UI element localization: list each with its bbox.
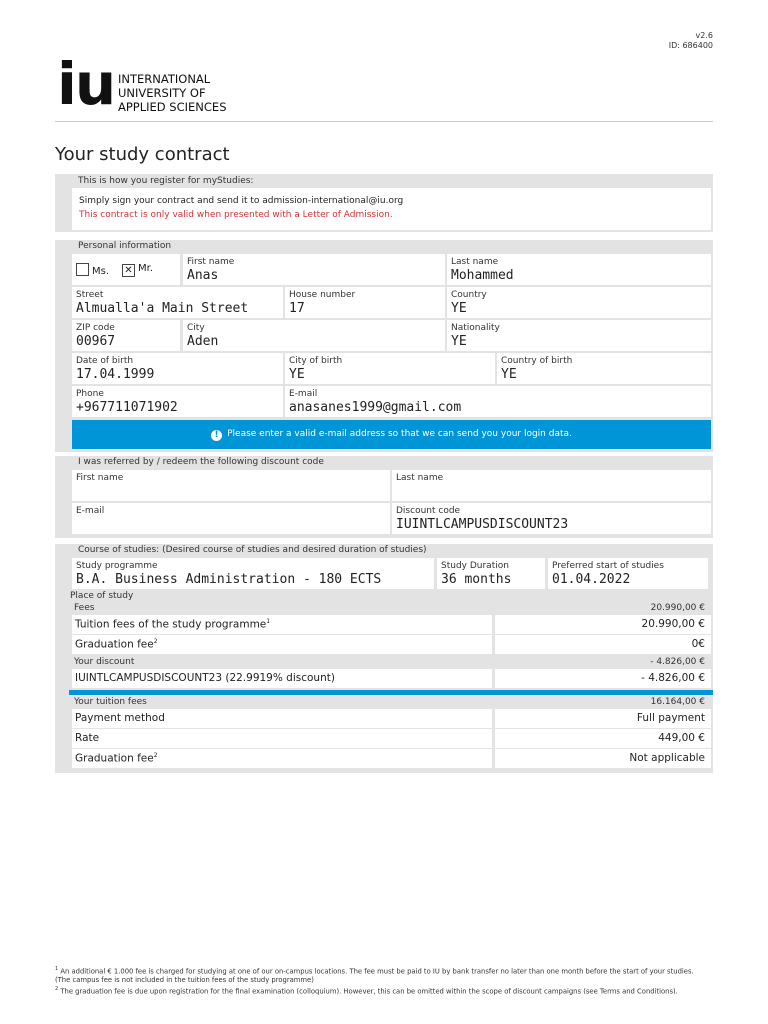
phone-label: Phone: [76, 389, 104, 399]
discount-total: - 4.826,00 €: [650, 657, 705, 667]
city-of-birth-field[interactable]: [285, 353, 495, 384]
tuition-label-text: Tuition fees of the study programme: [75, 618, 267, 631]
footnote-1: [55, 965, 715, 976]
nationality-field[interactable]: [447, 320, 711, 351]
preferred-start-label: Preferred start of studies: [552, 561, 664, 571]
footnote-1b: (The campus fee is not included in the tuition fees of the study programme): [55, 976, 314, 985]
register-section: [55, 174, 713, 232]
study-duration-label: Study Duration: [441, 561, 509, 571]
nationality-label: Nationality: [451, 323, 500, 333]
payment-row-label-cell: [72, 709, 492, 728]
referral-header: I was referred by / redeem the following discount code: [78, 457, 324, 467]
tuition-row-label-cell: [72, 615, 492, 634]
study-duration-field[interactable]: [437, 558, 545, 589]
city-label: City: [187, 323, 205, 333]
footnote-2: [55, 985, 715, 996]
graduation-row-value-cell: [495, 635, 711, 654]
discount-accent-bar: [69, 690, 713, 695]
discount-code-label: Discount code: [396, 506, 461, 516]
graduation2-label: [75, 752, 158, 765]
tuition-footnote-ref: 1: [266, 618, 271, 625]
study-programme-label: Study programme: [76, 561, 158, 571]
city-of-birth-label: City of birth: [289, 356, 343, 366]
zip-value: 00967: [76, 334, 116, 349]
referrer-email-field[interactable]: [72, 503, 390, 534]
last-name-label: Last name: [451, 257, 499, 267]
tuition-fees-total: 16.164,00 €: [650, 697, 705, 707]
course-header: Course of studies: (Desired course of studies and desired duration of studies): [78, 545, 427, 555]
header-divider: [55, 121, 713, 122]
salutation-ms[interactable]: [76, 263, 109, 277]
register-warning: This contract is only valid when presented with a Letter of Admission.: [79, 210, 393, 220]
register-header: This is how you register for myStudies:: [78, 176, 254, 186]
rate-value: 449,00 €: [658, 732, 705, 744]
email-notice-text: Please enter a valid e-mail address so that we can send you your login data.: [227, 429, 572, 439]
graduation2-value: Not applicable: [629, 752, 705, 764]
study-programme-field[interactable]: [72, 558, 434, 589]
zip-label: ZIP code: [76, 323, 115, 333]
email-notice-banner: [72, 420, 711, 449]
payment-method-value: Full payment: [636, 712, 705, 724]
country-label: Country: [451, 290, 487, 300]
tuition-label: [75, 618, 270, 631]
first-name-field[interactable]: [183, 254, 445, 285]
phone-field[interactable]: [72, 386, 283, 417]
first-name-label: First name: [187, 257, 235, 267]
country-field[interactable]: [447, 287, 711, 318]
dob-field[interactable]: [72, 353, 283, 384]
page-title: Your study contract: [55, 144, 230, 165]
rate-label: Rate: [75, 732, 100, 744]
version-info: [669, 31, 713, 51]
payment-method-label: Payment method: [75, 712, 165, 724]
email-label: E-mail: [289, 389, 318, 399]
footnote-2-marker: 2: [55, 986, 59, 993]
last-name-field[interactable]: [447, 254, 711, 285]
city-of-birth-value: YE: [289, 367, 305, 382]
zip-field[interactable]: [72, 320, 180, 351]
salutation-box: [72, 254, 180, 285]
graduation2-footnote-ref: 2: [153, 752, 158, 759]
street-field[interactable]: [72, 287, 283, 318]
footnote-1-marker: 1: [55, 966, 59, 972]
referrer-first-name-label: First name: [76, 473, 124, 483]
document-id: ID: 686400: [668, 41, 713, 50]
ms-checkbox[interactable]: [76, 263, 89, 276]
mr-label: Mr.: [138, 263, 153, 274]
preferred-start-value: 01.04.2022: [552, 572, 631, 587]
graduation2-row-value-cell: [495, 749, 711, 768]
logo-line-3: APPLIED SCIENCES: [118, 100, 227, 114]
last-name-value: Mohammed: [451, 268, 514, 283]
register-instruction: Simply sign your contract and send it to admission-international@iu.org: [79, 196, 404, 206]
personal-header: Personal information: [78, 241, 172, 251]
country-value: YE: [451, 301, 467, 316]
ms-label: Ms.: [92, 266, 110, 277]
footnote-1-text: An additional € 1.000 fee is charged for studying at one of our on-campus locations. The fee must be paid to IU by bank transfer no later than one month before the start of your studies.: [60, 967, 694, 976]
tuition-row-value-cell: [495, 615, 711, 634]
rate-row-label-cell: [72, 729, 492, 748]
graduation2-label-text: Graduation fee: [75, 752, 154, 765]
country-of-birth-field[interactable]: [497, 353, 711, 384]
discount-code-field[interactable]: [392, 503, 711, 534]
iu-logo-text: [118, 72, 227, 114]
discount-code-value: IUINTLCAMPUSDISCOUNT23: [396, 517, 569, 532]
mr-checkbox[interactable]: ✕: [122, 264, 135, 277]
email-value: anasanes1999@gmail.com: [289, 400, 462, 415]
referrer-email-label: E-mail: [76, 506, 105, 516]
tuition-value: 20.990,00 €: [641, 618, 705, 630]
place-of-study-label: Place of study: [70, 591, 134, 601]
salutation-mr[interactable]: [122, 263, 153, 277]
street-label: Street: [76, 290, 104, 300]
nationality-value: YE: [451, 334, 467, 349]
country-of-birth-label: Country of birth: [501, 356, 573, 366]
info-icon: !: [211, 430, 222, 441]
first-name-value: Anas: [187, 268, 219, 283]
footnotes: [55, 965, 715, 997]
study-duration-value: 36 months: [441, 572, 512, 587]
payment-row-value-cell: [495, 709, 711, 728]
preferred-start-field[interactable]: [548, 558, 708, 589]
house-number-label: House number: [289, 290, 356, 300]
fees-label: Fees: [74, 603, 95, 613]
country-of-birth-value: YE: [501, 367, 517, 382]
tuition-fees-label: Your tuition fees: [74, 697, 147, 707]
version-label: v2.6: [695, 31, 713, 40]
register-box: [72, 188, 711, 230]
graduation-row-label-cell: [72, 635, 492, 654]
house-number-value: 17: [289, 301, 305, 316]
footnote-2-text: The graduation fee is due upon registration for the final examination (colloquium). However, this can be omitted within the scope of discount campaigns (see Terms and Conditions).: [60, 987, 678, 996]
street-value: Almualla'a Main Street: [76, 301, 249, 316]
logo-line-2: UNIVERSITY OF: [118, 86, 206, 100]
rate-row-value-cell: [495, 729, 711, 748]
city-field[interactable]: [183, 320, 445, 351]
referrer-last-name-label: Last name: [396, 473, 444, 483]
graduation-value: 0€: [691, 638, 705, 650]
study-programme-value: B.A. Business Administration - 180 ECTS: [76, 572, 382, 587]
email-field[interactable]: [285, 386, 711, 417]
discount-label: Your discount: [74, 657, 135, 667]
dob-label: Date of birth: [76, 356, 134, 366]
graduation2-row-label-cell: [72, 749, 492, 768]
phone-value: +967711071902: [76, 400, 178, 415]
city-value: Aden: [187, 334, 219, 349]
iu-logo-mark: iu: [57, 50, 115, 118]
discount-item-label: IUINTLCAMPUSDISCOUNT23 (22.9919% discount): [75, 672, 335, 684]
discount-item-value: - 4.826,00 €: [641, 672, 705, 684]
house-number-field[interactable]: [285, 287, 445, 318]
referrer-first-name-field[interactable]: [72, 470, 390, 501]
logo-line-1: INTERNATIONAL: [118, 72, 211, 86]
discount-row-value-cell: [495, 669, 711, 688]
graduation-label-text: Graduation fee: [75, 638, 154, 651]
dob-value: 17.04.1999: [76, 367, 155, 382]
graduation-footnote-ref: 2: [153, 638, 158, 645]
referrer-last-name-field[interactable]: [392, 470, 711, 501]
discount-row-label-cell: [72, 669, 492, 688]
fees-total: 20.990,00 €: [650, 603, 705, 613]
graduation-label: [75, 638, 158, 651]
